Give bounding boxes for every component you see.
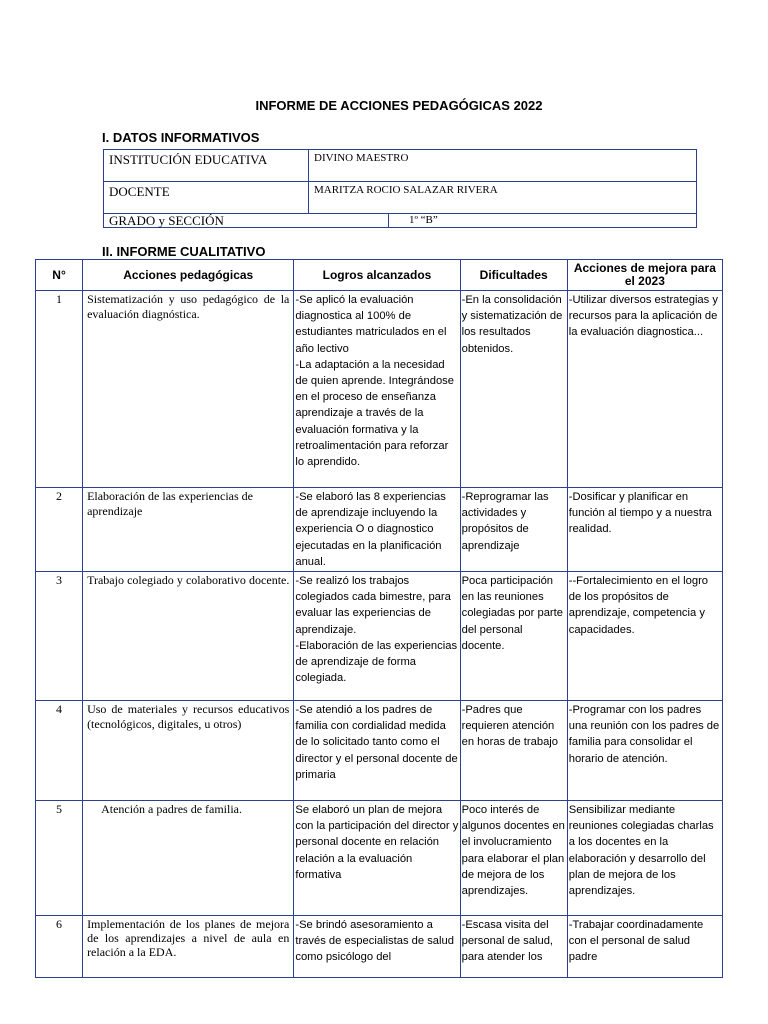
grado-value: 1º “B”	[389, 214, 697, 228]
row-mejora: -Programar con los padres una reunión con los padres de familia para consolidar el horario de atención.	[567, 701, 722, 801]
header-dificultades: Dificultades	[460, 260, 567, 291]
docente-label: DOCENTE	[104, 182, 309, 214]
info-row-institucion	[104, 150, 697, 182]
logro-item: -Se elaboró las 8 experiencias de aprendizaje incluyendo la experiencia O o diagnostico ejecutadas en la planificación anual.	[295, 491, 446, 568]
row-dificultades: -Reprogramar las actividades y propósitos de aprendizaje	[460, 488, 567, 572]
institucion-value: DIVINO MAESTRO	[309, 150, 697, 182]
table-row	[36, 701, 723, 801]
row-mejora: -Utilizar diversos estrategias y recursos para la aplicación de la evaluación diagnostica...	[567, 291, 722, 488]
row-logros	[294, 572, 460, 701]
institucion-label: INSTITUCIÓN EDUCATIVA	[104, 150, 309, 182]
row-number: 3	[36, 572, 83, 701]
row-accion: Trabajo colegiado y colaborativo docente.	[83, 572, 294, 701]
row-accion: Atención a padres de familia.	[83, 801, 294, 916]
row-logros	[294, 488, 460, 572]
section-datos-informativos: I. DATOS INFORMATIVOS	[102, 130, 260, 145]
row-number: 1	[36, 291, 83, 488]
header-mejora: Acciones de mejora para el 2023	[567, 260, 722, 291]
table-row	[36, 916, 723, 978]
row-logros	[294, 916, 460, 978]
info-row-grado	[104, 214, 697, 228]
table-row	[36, 488, 723, 572]
report-header-row	[36, 260, 723, 291]
row-number: 6	[36, 916, 83, 978]
table-row	[36, 572, 723, 701]
row-dificultades: Poca participación en las reuniones colegiadas por parte del personal docente.	[460, 572, 567, 701]
row-dificultades: Poco interés de algunos docentes en el involucramiento para elaborar el plan de mejora de los aprendizajes.	[460, 801, 567, 916]
row-logros	[294, 801, 460, 916]
table-row	[36, 291, 723, 488]
logro-item: -Se aplicó la evaluación diagnostica al 100% de estudiantes matriculados en el año lectivo	[295, 294, 447, 355]
row-logros	[294, 701, 460, 801]
info-table	[103, 149, 697, 228]
header-logros: Logros alcanzados	[294, 260, 460, 291]
row-number: 5	[36, 801, 83, 916]
row-mejora: --Fortalecimiento en el logro de los propósitos de aprendizaje, competencia y capacidades.	[567, 572, 722, 701]
logro-item: -Se realizó los trabajos colegiados cada bimestre, para evaluar las experiencias de aprendizaje.	[295, 575, 451, 636]
page-title: INFORME DE ACCIONES PEDAGÓGICAS 2022	[255, 98, 543, 113]
row-dificultades: -Escasa visita del personal de salud, para atender los	[460, 916, 567, 978]
header-num: N°	[36, 260, 83, 291]
logro-item: Se elaboró un plan de mejora con la participación del director y personal docente en relación relación a la evaluación formativa	[295, 804, 459, 881]
row-dificultades: -En la consolidación y sistematización de los resultados obtenidos.	[460, 291, 567, 488]
row-number: 2	[36, 488, 83, 572]
row-mejora: -Dosificar y planificar en función al tiempo y a nuestra realidad.	[567, 488, 722, 572]
row-mejora: Sensibilizar mediante reuniones colegiadas charlas a los docentes en la elaboración y desarrollo del plan de mejora de los aprendizajes.	[567, 801, 722, 916]
logro-item: -Se brindó asesoramiento a través de especialistas de salud como psicólogo del	[295, 919, 454, 964]
header-acciones: Acciones pedagógicas	[83, 260, 294, 291]
info-row-docente	[104, 182, 697, 214]
logro-item: -Se atendió a los padres de familia con cordialidad medida de lo solicitado tanto como el director y el personal docente de primaria	[295, 704, 458, 781]
report-table	[35, 259, 723, 978]
table-row	[36, 801, 723, 916]
row-accion: Elaboración de las experiencias de aprendizaje	[83, 488, 294, 572]
row-accion: Implementación de los planes de mejora de los aprendizajes a nivel de aula en relación a la EDA.	[83, 916, 294, 978]
grado-label: GRADO y SECCIÓN	[104, 214, 389, 228]
docente-value: MARITZA ROCIO SALAZAR RIVERA	[309, 182, 697, 214]
row-number: 4	[36, 701, 83, 801]
logro-item: -Elaboración de las experiencias de aprendizaje de forma colegiada.	[295, 639, 458, 685]
row-mejora: -Trabajar coordinadamente con el personal de salud padre	[567, 916, 722, 978]
logro-item: -La adaptación a la necesidad de quien aprende. Integrándose en el proceso de enseñanza aprendizaje a través de la evaluación formativa y la retroalimentación para reforzar lo aprendido.	[295, 358, 454, 469]
section-informe-cualitativo: II. INFORME CUALITATIVO	[102, 244, 266, 259]
row-accion: Sistematización y uso pedagógico de la evaluación diagnóstica.	[83, 291, 294, 488]
row-logros	[294, 291, 460, 488]
row-dificultades: -Padres que requieren atención en horas de trabajo	[460, 701, 567, 801]
row-accion: Uso de materiales y recursos educativos (tecnológicos, digitales, u otros)	[83, 701, 294, 801]
